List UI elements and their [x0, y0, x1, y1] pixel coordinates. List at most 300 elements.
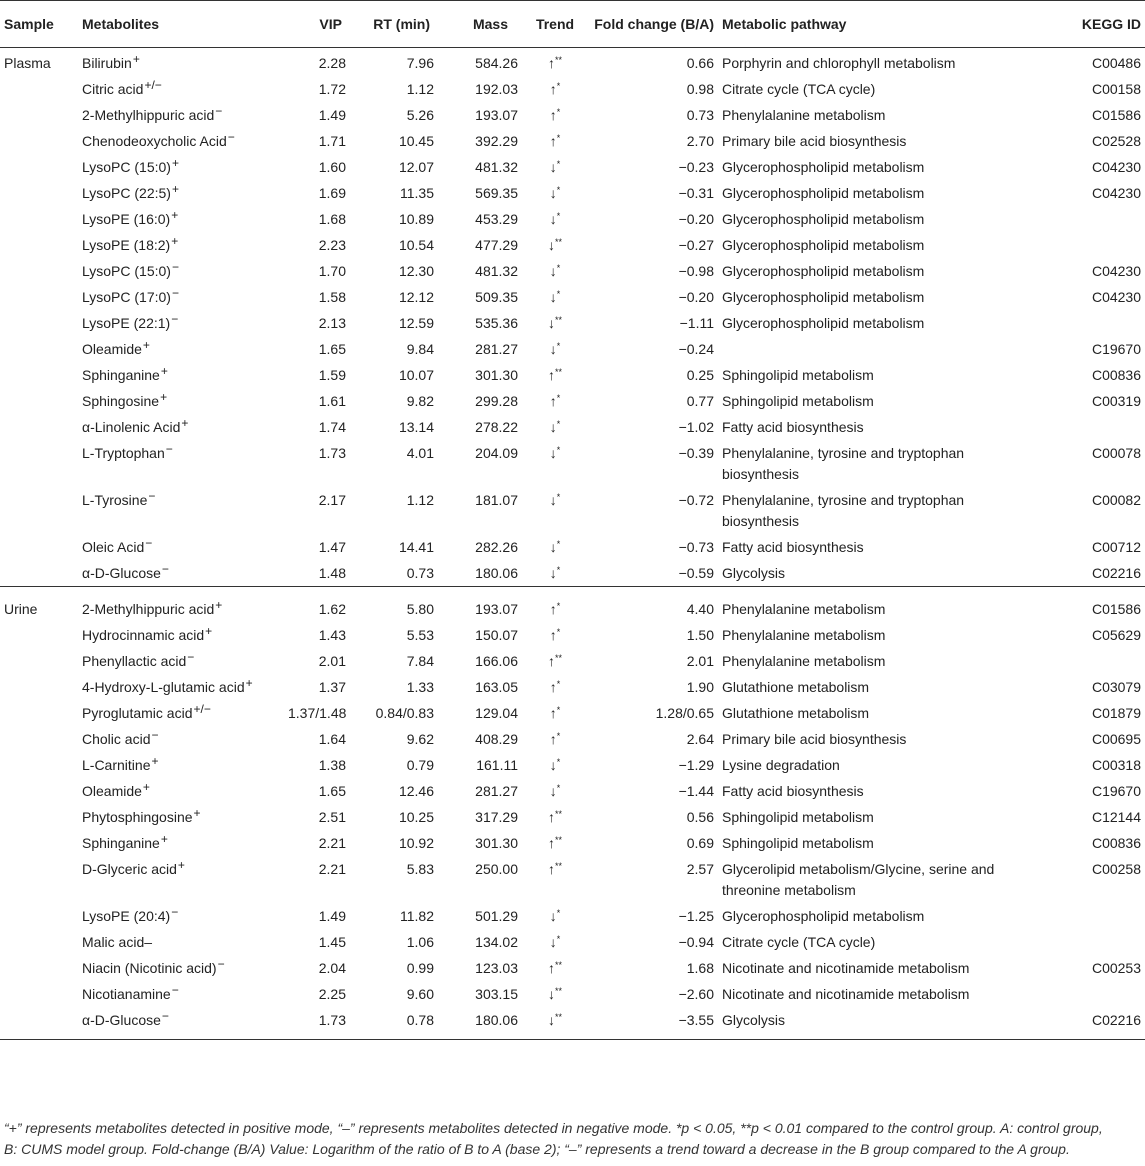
kegg-id-cell — [1016, 414, 1145, 440]
significance-marker: * — [556, 934, 561, 944]
pathway-cell: Phenylalanine, tyrosine and tryptophan biosynthesis — [722, 492, 965, 529]
pathway-cell: Phenylalanine metabolism — [722, 653, 886, 669]
rt-cell: 7.84 — [406, 653, 434, 669]
metabolite-cell — [78, 414, 288, 440]
significance-marker: * — [556, 445, 561, 455]
ion-mode: + — [142, 338, 150, 352]
significance-marker: * — [556, 419, 561, 429]
pathway-cell: Sphingolipid metabolism — [722, 367, 874, 383]
vip-cell: 2.21 — [318, 835, 346, 851]
trend-cell — [520, 388, 590, 414]
vip-cell: 1.38 — [318, 757, 346, 773]
ion-mode: + — [160, 390, 168, 404]
metabolite-name: Phytosphingosine — [82, 809, 193, 825]
trend-cell — [520, 284, 590, 310]
significance-marker: * — [556, 185, 561, 195]
vip-cell: 2.21 — [318, 861, 346, 877]
arrow-up-icon: ↑ — [547, 960, 555, 976]
metabolite-cell — [78, 560, 288, 587]
trend-cell — [520, 981, 590, 1007]
trend-cell — [520, 336, 590, 362]
fold-change-cell: 2.01 — [686, 653, 714, 669]
rt-cell: 9.60 — [406, 986, 434, 1002]
fold-change-cell: 0.69 — [686, 835, 714, 851]
arrow-up-icon: ↑ — [549, 81, 557, 97]
sample-cell — [0, 206, 78, 232]
vip-cell: 1.58 — [318, 289, 346, 305]
significance-marker: * — [556, 133, 561, 143]
metabolite-name: Oleamide — [82, 783, 142, 799]
arrow-up-icon: ↑ — [549, 393, 557, 409]
mass-cell: 501.29 — [475, 908, 518, 924]
kegg-id-cell — [1016, 929, 1145, 955]
rt-cell: 0.84/0.83 — [375, 705, 434, 721]
header-sample: Sample — [0, 1, 78, 48]
fold-change-cell: 0.98 — [686, 81, 714, 97]
pathway-cell: Glycerophospholipid metabolism — [722, 289, 925, 305]
arrow-down-icon: ↓ — [549, 492, 557, 508]
metabolite-cell — [78, 929, 288, 955]
significance-marker: ** — [554, 367, 562, 377]
trend-cell — [520, 76, 590, 102]
metabolite-name: 4-Hydroxy-L-glutamic acid — [82, 679, 245, 695]
fold-change-cell: 2.64 — [686, 731, 714, 747]
vip-cell: 1.62 — [288, 587, 348, 623]
trend-cell — [520, 414, 590, 440]
metabolite-cell — [78, 258, 288, 284]
sample-cell — [0, 560, 78, 587]
pathway-cell: Glycerophospholipid metabolism — [722, 211, 925, 227]
significance-marker: * — [556, 211, 561, 221]
metabolite-cell — [78, 587, 288, 623]
rt-cell: 12.07 — [398, 159, 434, 175]
significance-marker: * — [556, 908, 561, 918]
ion-mode: − — [171, 312, 179, 326]
trend-cell — [520, 726, 590, 752]
metabolite-cell — [78, 534, 288, 560]
vip-cell: 1.74 — [318, 419, 346, 435]
metabolite-name: LysoPE (18:2) — [82, 237, 171, 253]
fold-change-cell: 2.57 — [686, 861, 714, 877]
metabolite-cell — [78, 700, 288, 726]
vip-cell: 1.37/1.48 — [288, 705, 347, 721]
arrow-up-icon: ↑ — [547, 835, 555, 851]
table-row — [0, 903, 1145, 929]
fold-change-cell: −2.60 — [678, 986, 714, 1002]
arrow-up-icon: ↑ — [549, 627, 557, 643]
header-metabolites: Metabolites — [78, 1, 288, 48]
pathway-cell: Glycerolipid metabolism/Glycine, serine and threonine metabolism — [722, 861, 995, 898]
rt-cell: 11.82 — [400, 908, 434, 924]
arrow-down-icon: ↓ — [549, 419, 557, 435]
pathway-cell: Glycerophospholipid metabolism — [722, 237, 925, 253]
table-body — [0, 48, 1145, 1040]
arrow-down-icon: ↓ — [549, 263, 557, 279]
metabolite-cell — [78, 981, 288, 1007]
mass-cell: 281.27 — [475, 783, 518, 799]
kegg-id-cell: C00318 — [1091, 757, 1141, 773]
sample-cell — [0, 414, 78, 440]
mass-cell: 181.07 — [475, 492, 518, 508]
vip-cell: 1.69 — [318, 185, 346, 201]
arrow-up-icon: ↑ — [547, 367, 555, 383]
kegg-id-cell: C04230 — [1091, 159, 1141, 175]
kegg-id-cell — [1016, 232, 1145, 258]
metabolite-cell — [78, 903, 288, 929]
trend-cell — [520, 648, 590, 674]
arrow-down-icon: ↓ — [547, 986, 555, 1002]
metabolite-name: LysoPC (15:0) — [82, 159, 171, 175]
metabolite-cell — [78, 955, 288, 981]
significance-marker: ** — [554, 55, 562, 65]
pathway-cell: Glycolysis — [722, 565, 786, 581]
kegg-id-cell: C03079 — [1091, 679, 1141, 695]
mass-cell: 129.04 — [475, 705, 518, 721]
arrow-down-icon: ↓ — [547, 1012, 555, 1028]
sample-cell — [0, 955, 78, 981]
table-row — [0, 804, 1145, 830]
arrow-up-icon: ↑ — [549, 107, 557, 123]
pathway-cell: Fatty acid biosynthesis — [722, 539, 864, 555]
fold-change-cell: −0.73 — [678, 539, 714, 555]
table-row — [0, 674, 1145, 700]
table-row — [0, 128, 1145, 154]
ion-mode: + — [171, 234, 179, 248]
significance-marker: ** — [554, 315, 562, 325]
table-row — [0, 726, 1145, 752]
mass-cell: 535.36 — [475, 315, 518, 331]
metabolite-cell — [78, 180, 288, 206]
significance-marker: ** — [554, 237, 562, 247]
rt-cell: 1.12 — [406, 492, 434, 508]
trend-cell — [520, 587, 590, 623]
kegg-id-cell: C02216 — [1091, 565, 1141, 581]
significance-marker: * — [556, 289, 561, 299]
sample-cell — [0, 487, 78, 534]
table-row — [0, 310, 1145, 336]
vip-cell: 1.73 — [288, 1007, 348, 1040]
metabolite-cell — [78, 648, 288, 674]
significance-marker: * — [556, 81, 561, 91]
header-fold-change: Fold change (B/A) — [590, 1, 716, 48]
metabolite-cell — [78, 154, 288, 180]
metabolite-name: Phenyllactic acid — [82, 653, 187, 669]
trend-cell — [520, 258, 590, 284]
ion-mode: + — [171, 182, 179, 196]
metabolite-name: α-D-Glucose — [82, 565, 161, 581]
sample-cell — [0, 856, 78, 903]
fold-change-cell: −0.98 — [678, 263, 714, 279]
vip-cell: 2.17 — [318, 492, 346, 508]
sample-cell — [0, 388, 78, 414]
metabolite-name: Sphinganine — [82, 835, 160, 851]
ion-mode: + — [160, 364, 168, 378]
pathway-cell: Sphingolipid metabolism — [722, 809, 874, 825]
rt-cell: 5.53 — [406, 627, 434, 643]
trend-cell — [520, 206, 590, 232]
vip-cell: 2.01 — [318, 653, 346, 669]
ion-mode: − — [151, 728, 159, 742]
mass-cell: 250.00 — [475, 861, 518, 877]
kegg-id-cell: C01879 — [1091, 705, 1141, 721]
sample-cell — [0, 622, 78, 648]
arrow-down-icon: ↓ — [549, 908, 557, 924]
vip-cell: 2.51 — [318, 809, 346, 825]
trend-cell — [520, 48, 590, 77]
kegg-id-cell: C00319 — [1091, 393, 1141, 409]
ion-mode: + — [177, 858, 185, 872]
significance-marker: ** — [554, 960, 562, 970]
table-row — [0, 154, 1145, 180]
vip-cell: 1.45 — [318, 934, 346, 950]
fold-change-cell: −0.72 — [678, 492, 714, 508]
fold-change-cell: 1.28/0.65 — [655, 705, 714, 721]
fold-change-cell: −0.27 — [678, 237, 714, 253]
vip-cell: 2.25 — [318, 986, 346, 1002]
table-row — [0, 856, 1145, 903]
table-footnote — [4, 1118, 1142, 1160]
table-row — [0, 752, 1145, 778]
sample-cell — [0, 674, 78, 700]
table-row — [0, 981, 1145, 1007]
header-trend: Trend — [520, 1, 590, 48]
arrow-down-icon: ↓ — [549, 445, 557, 461]
mass-cell: 408.29 — [475, 731, 518, 747]
fold-change-cell: 1.68 — [686, 960, 714, 976]
sample-cell — [0, 284, 78, 310]
metabolite-cell — [78, 622, 288, 648]
fold-change-cell: −0.31 — [678, 185, 714, 201]
ion-mode: + — [171, 208, 179, 222]
metabolite-cell — [78, 102, 288, 128]
fold-change-cell: 0.73 — [686, 107, 714, 123]
metabolite-cell — [78, 128, 288, 154]
sample-cell — [0, 830, 78, 856]
sample-cell — [0, 76, 78, 102]
rt-cell: 0.79 — [406, 757, 434, 773]
rt-cell: 1.12 — [406, 81, 434, 97]
sample-cell — [0, 1007, 78, 1040]
metabolite-name: L-Tyrosine — [82, 492, 148, 508]
vip-cell: 2.13 — [318, 315, 346, 331]
fold-change-cell: 0.25 — [686, 367, 714, 383]
rt-cell: 9.82 — [406, 393, 434, 409]
significance-marker: * — [556, 783, 561, 793]
trend-cell — [520, 560, 590, 587]
sample-cell — [0, 154, 78, 180]
trend-cell — [520, 310, 590, 336]
arrow-down-icon: ↓ — [549, 934, 557, 950]
kegg-id-cell — [1016, 903, 1145, 929]
rt-cell: 4.01 — [406, 445, 434, 461]
pathway-cell — [716, 336, 1016, 362]
trend-cell — [520, 1007, 590, 1040]
mass-cell: 584.26 — [475, 55, 518, 71]
pathway-cell: Glutathione metabolism — [722, 679, 870, 695]
rt-cell: 5.26 — [406, 107, 434, 123]
fold-change-cell: −0.23 — [678, 159, 714, 175]
metabolite-name: LysoPE (22:1) — [82, 315, 171, 331]
header-row — [0, 1, 1145, 48]
vip-cell: 1.72 — [318, 81, 346, 97]
arrow-up-icon: ↑ — [549, 705, 557, 721]
table-row — [0, 955, 1145, 981]
pathway-cell: Lysine degradation — [722, 757, 840, 773]
rt-cell: 9.62 — [406, 731, 434, 747]
rt-cell: 10.45 — [398, 133, 434, 149]
significance-marker: ** — [554, 835, 562, 845]
rt-cell: 10.07 — [398, 367, 434, 383]
ion-mode: − — [145, 536, 153, 550]
table-row — [0, 48, 1145, 77]
ion-mode: − — [165, 442, 173, 456]
significance-marker: * — [556, 159, 561, 169]
vip-cell: 2.04 — [318, 960, 346, 976]
significance-marker: * — [556, 679, 561, 689]
trend-cell — [520, 128, 590, 154]
rt-cell: 0.78 — [348, 1007, 436, 1040]
ion-mode: +/− — [144, 78, 162, 92]
vip-cell: 1.65 — [318, 783, 346, 799]
significance-marker: * — [556, 107, 561, 117]
ion-mode: + — [151, 754, 159, 768]
metabolite-cell — [78, 752, 288, 778]
sample-cell — [0, 726, 78, 752]
pathway-cell: Nicotinate and nicotinamide metabolism — [722, 960, 970, 976]
fold-change-cell: −1.29 — [678, 757, 714, 773]
trend-cell — [520, 102, 590, 128]
fold-change-cell: 1.90 — [686, 679, 714, 695]
metabolite-name: Oleic Acid — [82, 539, 145, 555]
rt-cell: 11.35 — [400, 185, 434, 201]
pathway-cell: Fatty acid biosynthesis — [722, 419, 864, 435]
significance-marker: ** — [554, 653, 562, 663]
pathway-cell: Sphingolipid metabolism — [722, 393, 874, 409]
fold-change-cell: −1.25 — [678, 908, 714, 924]
ion-mode: + — [181, 416, 189, 430]
metabolite-cell — [78, 76, 288, 102]
metabolite-name: Chenodeoxycholic Acid — [82, 133, 227, 149]
mass-cell: 204.09 — [475, 445, 518, 461]
table-row — [0, 587, 1145, 623]
kegg-id-cell: C00082 — [1091, 492, 1141, 508]
trend-cell — [520, 362, 590, 388]
metabolite-name: LysoPC (15:0) — [82, 263, 171, 279]
trend-cell — [520, 830, 590, 856]
mass-cell: 192.03 — [475, 81, 518, 97]
ion-mode: − — [171, 983, 179, 997]
vip-cell: 1.71 — [318, 133, 346, 149]
mass-cell: 180.06 — [436, 1007, 520, 1040]
vip-cell: 2.28 — [318, 55, 346, 71]
metabolite-name: Niacin (Nicotinic acid) — [82, 960, 217, 976]
kegg-id-cell: C12144 — [1091, 809, 1141, 825]
arrow-up-icon: ↑ — [549, 601, 557, 617]
pathway-cell: Glycerophospholipid metabolism — [722, 159, 925, 175]
trend-cell — [520, 180, 590, 206]
arrow-up-icon: ↑ — [547, 809, 555, 825]
arrow-up-icon: ↑ — [549, 133, 557, 149]
fold-change-cell: 0.56 — [686, 809, 714, 825]
kegg-id-cell: C02528 — [1091, 133, 1141, 149]
table-row — [0, 232, 1145, 258]
sample-cell — [0, 929, 78, 955]
pathway-cell: Phenylalanine metabolism — [722, 627, 886, 643]
fold-change-cell: −1.44 — [678, 783, 714, 799]
trend-cell — [520, 487, 590, 534]
trend-cell — [520, 752, 590, 778]
vip-cell: 1.43 — [318, 627, 346, 643]
pathway-cell: Glutathione metabolism — [722, 705, 870, 721]
significance-marker: * — [556, 263, 561, 273]
sample-cell — [0, 648, 78, 674]
mass-cell: 453.29 — [475, 211, 518, 227]
vip-cell: 1.65 — [318, 341, 346, 357]
metabolite-cell — [78, 440, 288, 487]
metabolite-name: Cholic acid — [82, 731, 151, 747]
rt-cell: 7.96 — [406, 55, 434, 71]
vip-cell: 1.64 — [318, 731, 346, 747]
rt-cell: 10.89 — [398, 211, 434, 227]
rt-cell: 5.83 — [406, 861, 434, 877]
metabolite-cell — [78, 284, 288, 310]
metabolite-name: Citric acid — [82, 81, 144, 97]
vip-cell: 1.60 — [318, 159, 346, 175]
significance-marker: ** — [554, 809, 562, 819]
header-kegg-id: KEGG ID — [1016, 1, 1145, 48]
ion-mode: + — [205, 624, 213, 638]
ion-mode: + — [132, 52, 140, 66]
metabolite-name: D-Glyceric acid — [82, 861, 177, 877]
metabolite-cell — [78, 206, 288, 232]
pathway-cell: Primary bile acid biosynthesis — [722, 133, 907, 149]
ion-mode: − — [161, 1009, 169, 1023]
vip-cell: 1.48 — [318, 565, 346, 581]
kegg-id-cell: C02216 — [1016, 1007, 1145, 1040]
kegg-id-cell: C01586 — [1091, 107, 1141, 123]
ion-mode: +/− — [193, 702, 211, 716]
kegg-id-cell — [1016, 206, 1145, 232]
rt-cell: 14.41 — [398, 539, 434, 555]
table-row — [0, 778, 1145, 804]
arrow-down-icon: ↓ — [547, 315, 555, 331]
mass-cell: 123.03 — [475, 960, 518, 976]
sample-cell: Plasma — [4, 55, 51, 71]
vip-cell: 1.61 — [318, 393, 346, 409]
ion-mode: − — [171, 905, 179, 919]
kegg-id-cell: C00078 — [1091, 445, 1141, 461]
trend-cell — [520, 929, 590, 955]
rt-cell: 5.80 — [348, 587, 436, 623]
ion-mode: − — [227, 130, 235, 144]
rt-cell: 1.06 — [406, 934, 434, 950]
mass-cell: 134.02 — [475, 934, 518, 950]
ion-mode: − — [171, 286, 179, 300]
kegg-id-cell: C00712 — [1091, 539, 1141, 555]
mass-cell: 180.06 — [475, 565, 518, 581]
rt-cell: 9.84 — [406, 341, 434, 357]
metabolite-cell — [78, 336, 288, 362]
fold-change-cell: 0.77 — [686, 393, 714, 409]
ion-mode: − — [148, 489, 156, 503]
sample-cell — [0, 336, 78, 362]
arrow-down-icon: ↓ — [547, 237, 555, 253]
metabolite-cell — [78, 856, 288, 903]
table-row — [0, 830, 1145, 856]
table-row — [0, 258, 1145, 284]
vip-cell: 1.70 — [318, 263, 346, 279]
sample-cell — [0, 534, 78, 560]
